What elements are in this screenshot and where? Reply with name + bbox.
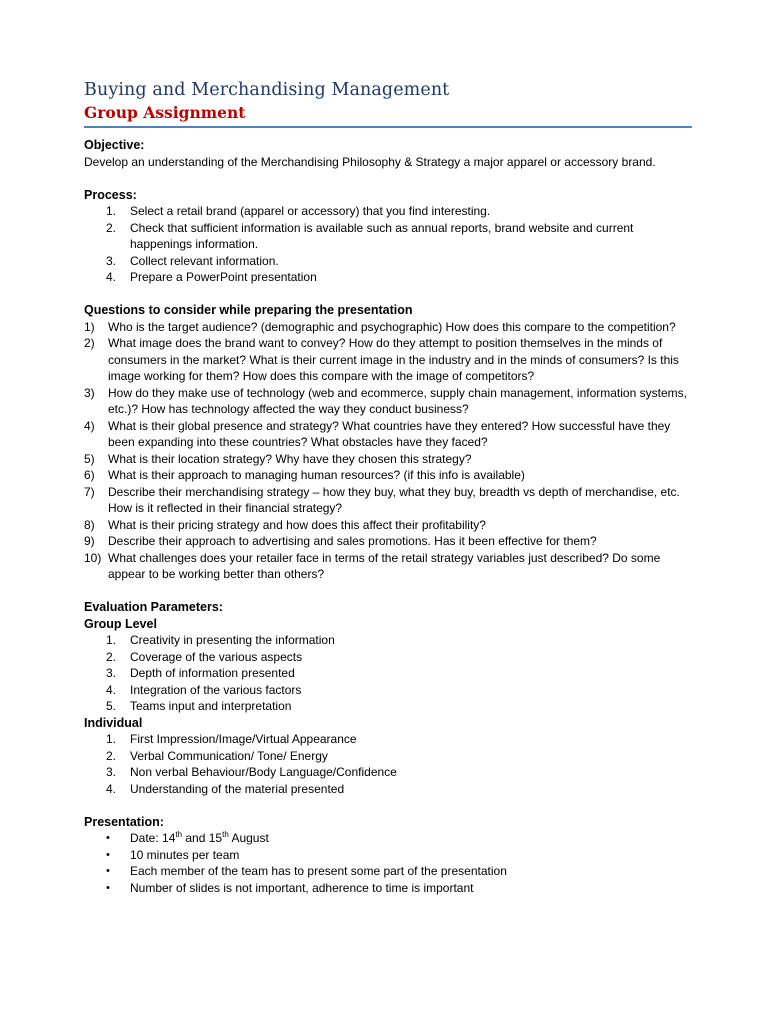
- evaluation-heading: Evaluation Parameters:: [84, 600, 223, 614]
- document-body: [84, 137, 694, 896]
- list-item: 2) What image does the brand want to convey? How do they attempt to position themselves in the minds of consumers in the market? What is their current image in the industry and in the minds of consumers? Is this image working for them? How does this compare with the image of competitors?: [84, 336, 679, 383]
- list-item: 7) Describe their merchandising strategy – how they buy, what they buy, breadth vs depth of merchandise, etc. How is it reflected in their financial strategy?: [84, 484, 680, 515]
- list-item: • 10 minutes per team: [84, 847, 694, 864]
- objective-text: Develop an understanding of the Merchandising Philosophy & Strategy a major apparel or accessory brand.: [84, 154, 656, 169]
- title-divider: [84, 126, 692, 128]
- presentation-heading: Presentation:: [84, 814, 164, 829]
- list-item: 1) Who is the target audience? (demographic and psychographic) How does this compare to the competition?: [84, 319, 676, 334]
- presentation-list: [84, 830, 694, 896]
- list-item: [84, 830, 694, 847]
- document-title: Buying and Merchandising Management: [84, 80, 450, 100]
- individual-heading: Individual: [84, 715, 143, 730]
- objective-heading: Objective:: [84, 138, 145, 152]
- list-item: 9) Describe their approach to advertising and sales promotions. Has it been effective for them?: [84, 534, 597, 548]
- list-item: 10) What challenges does your retailer face in terms of the retail strategy variables just described? Do some appear to be working better than others?: [84, 550, 661, 581]
- list-item: • Number of slides is not important, adherence to time is important: [84, 880, 694, 897]
- process-heading: Process:: [84, 187, 137, 202]
- list-item: 5. Teams input and interpretation: [106, 699, 292, 713]
- bullet-icon: •: [106, 848, 110, 861]
- list-item: • Each member of the team has to present some part of the presentation: [84, 863, 694, 880]
- individual-list: [84, 731, 694, 797]
- list-item: 4) What is their global presence and strategy? What countries have they entered? How successful have they been expanding into these countries? What obstacles have they faced?: [84, 418, 671, 449]
- presentation-date: Date: 14th and 15th August: [130, 830, 269, 845]
- list-item: 6) What is their approach to managing human resources? (if this info is available): [84, 468, 525, 482]
- list-item: 2. Verbal Communication/ Tone/ Energy: [106, 748, 328, 763]
- document-subtitle: Group Assignment: [84, 103, 246, 122]
- list-item: 4. Prepare a PowerPoint presentation: [106, 270, 317, 284]
- list-item: 3. Non verbal Behaviour/Body Language/Confidence: [106, 765, 397, 779]
- list-item: 3) How do they make use of technology (web and ecommerce, supply chain management, information systems, etc.)? How has technology affected the way they conduct business?: [84, 385, 687, 416]
- list-item: 2. Check that sufficient information is available such as annual reports, brand website and current happenings information.: [106, 220, 634, 251]
- list-item: 8) What is their pricing strategy and how does this affect their profitability?: [84, 517, 486, 532]
- list-item: 1. First Impression/Image/Virtual Appearance: [106, 732, 357, 746]
- list-item: 4. Understanding of the material presented: [106, 781, 345, 796]
- list-item: 3. Collect relevant information.: [106, 253, 279, 268]
- group-level-list: [84, 632, 694, 715]
- list-item: 5) What is their location strategy? Why have they chosen this strategy?: [84, 451, 472, 466]
- list-item: 2. Coverage of the various aspects: [106, 649, 303, 664]
- list-item: 1. Creativity in presenting the information: [106, 633, 335, 647]
- questions-list: [84, 319, 694, 583]
- list-item: 3. Depth of information presented: [106, 666, 295, 680]
- list-item: 1. Select a retail brand (apparel or accessory) that you find interesting.: [106, 204, 491, 218]
- list-item: 4. Integration of the various factors: [106, 682, 302, 697]
- process-list: [84, 203, 694, 286]
- group-level-heading: Group Level: [84, 616, 157, 631]
- bullet-icon: •: [106, 881, 110, 894]
- bullet-icon: •: [106, 832, 110, 844]
- questions-heading: Questions to consider while preparing the presentation: [84, 303, 413, 317]
- bullet-icon: •: [106, 865, 110, 877]
